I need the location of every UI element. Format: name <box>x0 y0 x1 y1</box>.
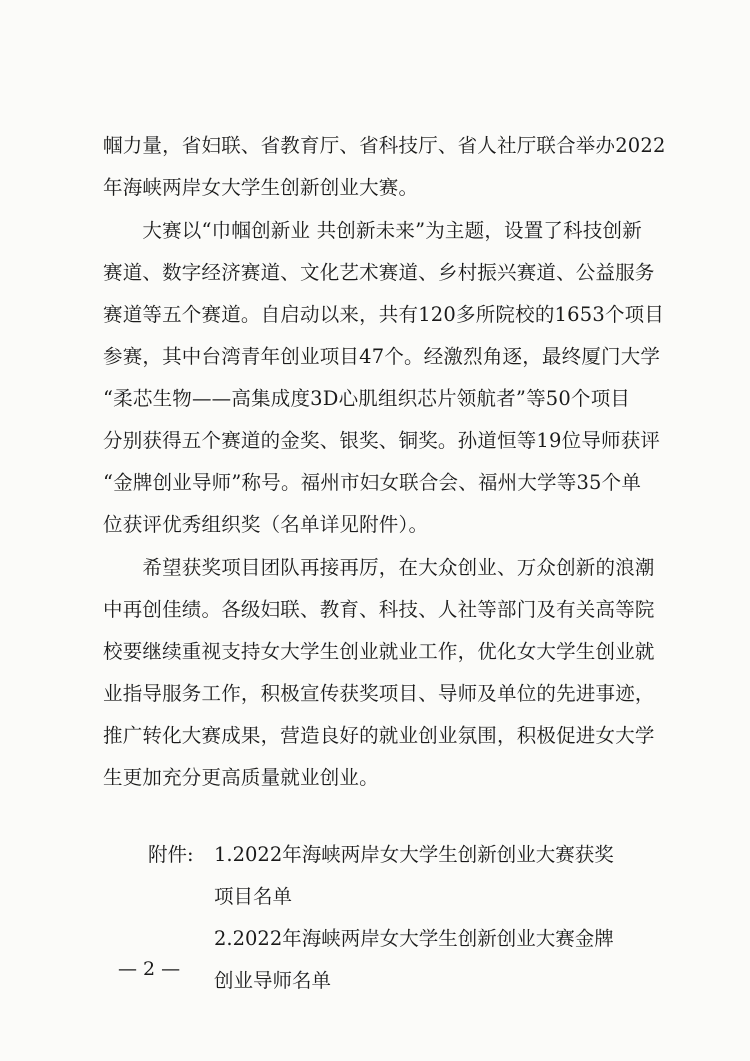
paragraph-line: 帼力量，省妇联、省教育厅、省科技厅、省人社厅联合举办2022 <box>103 134 666 157</box>
attachments-label: 附件: <box>148 843 194 866</box>
paragraph-line: 推广转化大赛成果，营造良好的就业创业氛围，积极促进女大学 <box>103 724 655 747</box>
paragraph-line: 分别获得五个赛道的金奖、银奖、铜奖。孙道恒等19位导师获评 <box>103 429 661 452</box>
paragraph-line: 生更加充分更高质量就业创业。 <box>103 766 379 789</box>
page-number: — 2 — <box>118 958 181 980</box>
attachment-item-2-line-2: 创业导师名单 <box>214 969 332 992</box>
paragraph-line: “金牌创业导师”称号。福州市妇女联合会、福州大学等35个单 <box>103 471 642 494</box>
paragraph-line: 年海峡两岸女大学生创新创业大赛。 <box>103 176 419 199</box>
paragraph-line: 位获评优秀组织奖（名单详见附件）。 <box>103 513 429 536</box>
paragraph-line: 参赛，其中台湾青年创业项目47个。经激烈角逐，最终厦门大学 <box>103 345 661 368</box>
attachment-item-2-line-1: 2.2022年海峡两岸女大学生创新创业大赛金牌 <box>214 927 614 950</box>
paragraph-line: 业指导服务工作，积极宣传获奖项目、导师及单位的先进事迹， <box>103 682 655 705</box>
paragraph-line: 大赛以“巾帼创新业 共创新未来”为主题，设置了科技创新 <box>103 219 642 242</box>
attachment-item-1-line-2: 项目名单 <box>214 885 293 908</box>
paragraph-line: 中再创佳绩。各级妇联、教育、科技、人社等部门及有关高等院 <box>103 598 655 621</box>
paragraph-line: 希望获奖项目团队再接再厉，在大众创业、万众创新的浪潮 <box>103 556 655 579</box>
paragraph-line: “柔芯生物——高集成度3D心肌组织芯片领航者”等50个项目 <box>103 387 631 410</box>
paragraph-line: 赛道等五个赛道。自启动以来，共有120多所院校的1653个项目 <box>103 303 665 326</box>
attachment-item-1-line-1: 1.2022年海峡两岸女大学生创新创业大赛获奖 <box>214 843 614 866</box>
paragraph-line: 校要继续重视支持女大学生创业就业工作，优化女大学生创业就 <box>103 640 655 663</box>
paragraph-line: 赛道、数字经济赛道、文化艺术赛道、乡村振兴赛道、公益服务 <box>103 261 655 284</box>
